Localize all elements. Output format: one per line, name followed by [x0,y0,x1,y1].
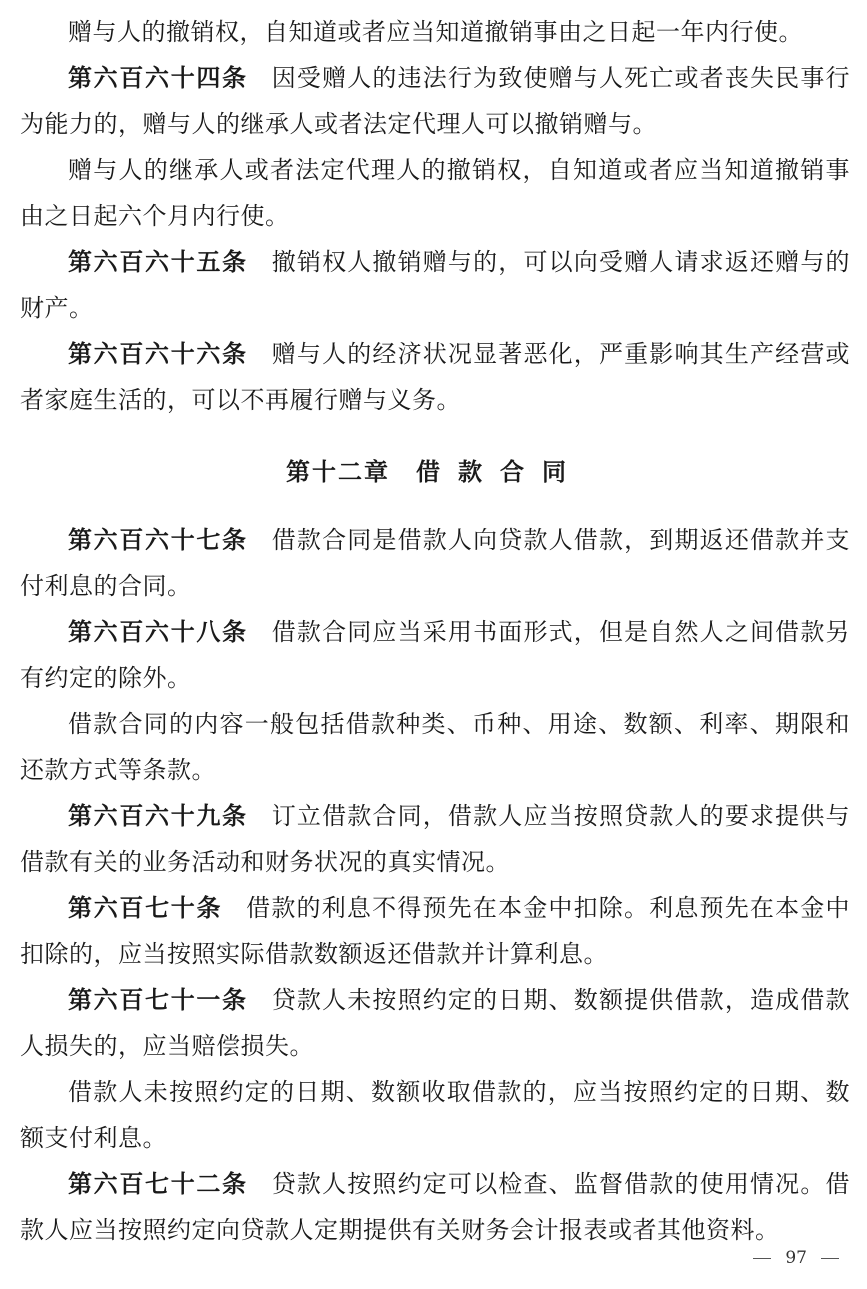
article-text: 赠与人的撤销权，自知道或者应当知道撤销事由之日起一年内行使。 [68,18,803,46]
continuation-paragraph [20,147,850,239]
article-number: 第六百六十九条 [68,802,248,830]
article-text: 赠与人的经济状况显著恶化，严重影响其生产经营或者家庭生活的，可以不再履行赠与义务。 [20,340,851,414]
article-paragraph [20,885,850,977]
article-text: 借款合同是借款人向贷款人借款，到期返还借款并支付利息的合同。 [20,526,851,600]
article-paragraph [20,609,850,701]
article-paragraph [20,1161,850,1253]
article-number: 第六百七十条 [68,894,223,922]
article-text: 借款的利息不得预先在本金中扣除。利息预先在本金中扣除的，应当按照实际借款数额返还借款并计算利息。 [20,894,851,968]
article-paragraph [20,793,850,885]
article-text: 撤销权人撤销赠与的，可以向受赠人请求返还赠与的财产。 [20,248,851,322]
footer-dash-left [753,1258,771,1259]
chapter-name: 借款合同 [416,458,584,486]
chapter-heading [20,449,850,495]
article-number: 第六百六十六条 [68,340,248,368]
article-number: 第六百七十二条 [68,1170,248,1198]
article-number: 第六百六十七条 [68,526,248,554]
article-paragraph [20,517,850,609]
article-number: 第六百七十一条 [68,986,248,1014]
article-paragraph [20,977,850,1069]
page-footer [753,1248,839,1268]
chapter-number: 第十二章 [286,458,390,486]
article-text: 因受赠人的违法行为致使赠与人死亡或者丧失民事行为能力的，赠与人的继承人或者法定代理人可以撤销赠与。 [20,64,851,138]
page-number: 97 [785,1248,807,1268]
article-text: 借款合同的内容一般包括借款种类、币种、用途、数额、利率、期限和还款方式等条款。 [20,710,850,784]
article-paragraph [20,239,850,331]
continuation-paragraph [20,1069,850,1161]
article-text: 借款人未按照约定的日期、数额收取借款的，应当按照约定的日期、数额支付利息。 [20,1078,850,1152]
article-paragraph [20,55,850,147]
article-text: 订立借款合同，借款人应当按照贷款人的要求提供与借款有关的业务活动和财务状况的真实情况。 [20,802,851,876]
article-number: 第六百六十四条 [68,64,248,92]
continuation-paragraph [20,701,850,793]
article-text: 借款合同应当采用书面形式，但是自然人之间借款另有约定的除外。 [20,618,851,692]
document-body [20,9,850,1253]
article-text: 贷款人按照约定可以检查、监督借款的使用情况。借款人应当按照约定向贷款人定期提供有关财务会计报表或者其他资料。 [20,1170,851,1244]
article-text: 赠与人的继承人或者法定代理人的撤销权，自知道或者应当知道撤销事由之日起六个月内行使。 [20,156,850,230]
continuation-paragraph [20,9,850,55]
footer-dash-right [821,1258,839,1259]
article-number: 第六百六十五条 [68,248,248,276]
article-paragraph [20,331,850,423]
article-number: 第六百六十八条 [68,618,248,646]
article-text: 贷款人未按照约定的日期、数额提供借款，造成借款人损失的，应当赔偿损失。 [20,986,851,1060]
